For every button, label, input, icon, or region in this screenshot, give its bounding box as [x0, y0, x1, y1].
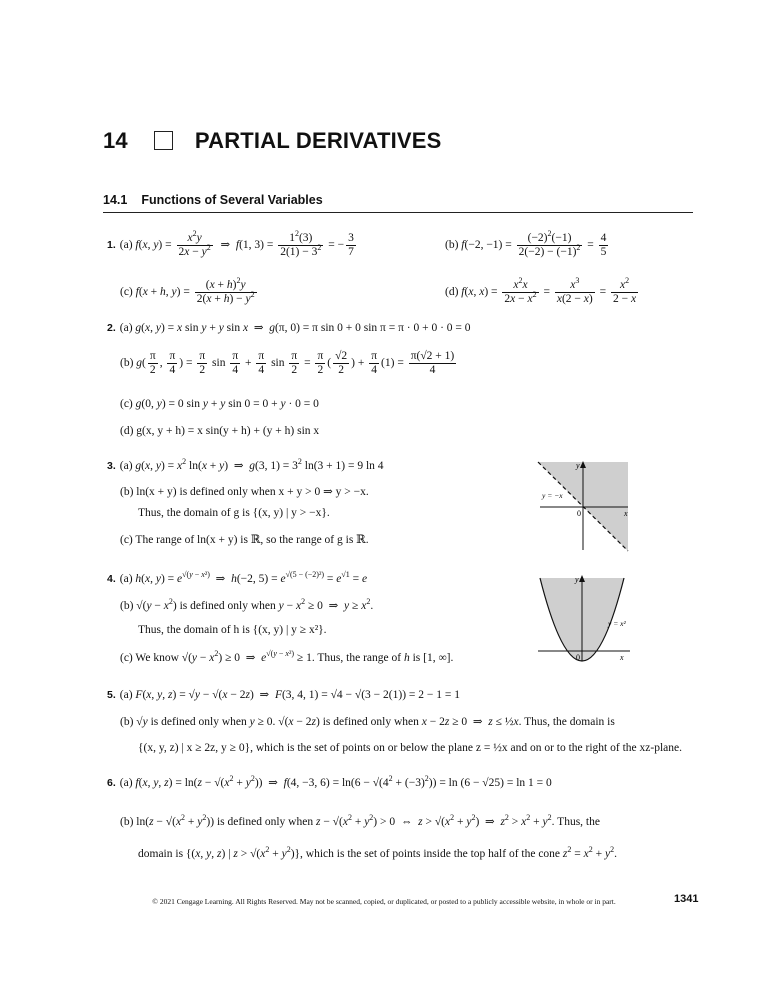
- chapter-box-icon: [154, 131, 173, 150]
- graph4-origin: 0: [576, 653, 580, 662]
- chapter-heading: [103, 128, 442, 154]
- problem-4a: 4. (a) h(x, $y) = e^{√(y - x^2)}$ ⇒ h(−2, $5) = e^{√(5 - (-2)^2)} = e^{√1} = e$: [107, 570, 368, 585]
- graph3-x-label: x: [624, 509, 628, 518]
- section-number: 14.1: [103, 193, 128, 207]
- problem-6a: 6. (a) f(x, y, $z) = \ln(z - √(x^2 + y^2))$ ⇒ f(4, −3, $6) = \ln(6 - √(4^2 + (-3)^2)) = \ln (6 - √25) = \ln 1 = 0$: [107, 774, 552, 789]
- problem-6b: (b) $\ln(z - √(x^2 + y^2))$ is defined only when $z - √(x^2 + y^2) > 0$ ⇔ $z > √(x^2 + y^2)$ ⇒ $z^2 > x^2 + y^2$. Thus, the: [120, 813, 600, 828]
- problem-4b: (b) $√(y - x^2)$ is defined only when $y - x^2 \ge 0$ ⇒ $y \ge x^2$.: [120, 597, 374, 612]
- graph4-curve-label: y = x²: [608, 619, 626, 628]
- graph4-y-label: y: [575, 575, 579, 584]
- problem-3b: (b) ln(x + y) is defined only when x + y > 0 ⇒ y > −x.: [120, 486, 369, 498]
- section-title: Functions of Several Variables: [141, 193, 323, 207]
- copyright-notice: © 2021 Cengage Learning. All Rights Reserved. May not be scanned, copied, or duplicated, or posted to a publicly accessible website, in whole or in part.: [152, 897, 616, 906]
- graph3-y-label: y: [576, 461, 580, 470]
- chapter-number: 14: [103, 128, 128, 153]
- problem-2d: (d) g(x, y + h) = x sin(y + h) + (y + h) sin x: [120, 425, 320, 437]
- problem-5b-domain: {(x, y, z) | x ≥ 2z, y ≥ 0}, which is the set of points on or below the plane z = ½x and on or to the right of the xz-plane.: [138, 742, 682, 754]
- chapter-title: PARTIAL DERIVATIVES: [194, 128, 442, 153]
- problem-6b-domain: domain is {(x, y, z) | $z > √(x^2 + y^2)$}, which is the set of points inside the top half of the cone $z^2 = x^2 + y^2$.: [138, 845, 617, 860]
- problem-4b-domain: Thus, the domain of h is {(x, y) | y ≥ x²}.: [138, 624, 327, 636]
- graph3-origin: 0: [577, 509, 581, 518]
- problem-1c: (c) f(x + h, y) = $\frac{(x + h)^2y}{2(x + h) - y^2}$: [120, 276, 255, 305]
- graph4-x-label: x: [620, 653, 624, 662]
- problem-4c: (c) We know $√(y - x^2) \ge 0$ ⇒ $e^{√(y - x^2)} \ge 1$. Thus, the range of h is [1, ∞].: [120, 649, 454, 664]
- problem-3a: 3. (a) g(x, $y) = x^2$ ln(x + y) ⇒ g(3, $1) = 3^2$ ln(3 + 1) = 9 ln 4: [107, 457, 384, 472]
- graph-domain-y-ge-x-squared: [532, 572, 638, 662]
- problem-3b-domain: Thus, the domain of g is {(x, y) | y > −x}.: [138, 507, 330, 519]
- graph-domain-y-gt-neg-x: [528, 458, 634, 558]
- problem-2a: 2. (a) g(x, y) = x sin y + y sin x ⇒ g(π, 0) = π sin 0 + 0 sin π = π · 0 + 0 · 0 = 0: [107, 322, 471, 334]
- section-heading: [103, 193, 323, 207]
- problem-1a: 1. (a) f(x, y) = $\frac{x^2y}{2x - y^2}$ ⇒ f(1, 3) = $\frac{1^2(3)}{2(1) - 3^2}$ = − $\frac{3}{7}$: [107, 229, 354, 258]
- problem-1d: (d) f(x, x) = $\frac{x^2x}{2x - x^2}$ = $\frac{x^3}{x(2 - x)}$ = $\frac{x^2}{2 - x}$: [445, 276, 637, 305]
- problem-2b: (b) g( $\frac{\pi}{2}$ , $\frac{\pi}{4}$ ) = $\frac{\pi}{2}$ sin $\frac{\pi}{4}$ + $\frac{\pi}{4}$ sin $\frac{\pi}{2}$ = $\frac{\pi}{2}$ ( $\frac{√2}{2}$ ) + $\frac{\pi}{4}$ (1) = $\frac{\pi(√2 + 1)}{4}$: [120, 350, 455, 376]
- problem-1b: (b) f(−2, −1) = $\frac{(-2)^2(-1)}{2(-2) - (-1)^2}$ = $\frac{4}{5}$: [445, 229, 607, 258]
- section-rule: [103, 212, 693, 213]
- problem-2c: (c) g(0, y) = 0 sin y + y sin 0 = 0 + y · 0 = 0: [120, 398, 319, 410]
- page-number: 1341: [674, 893, 699, 905]
- problem-5b: (b) √y is defined only when y ≥ 0. √(x − 2z) is defined only when x − 2z ≥ 0 ⇒ z ≤ ½x. Thus, the domain is: [120, 716, 615, 728]
- problem-3c: (c) The range of ln(x + y) is ℝ, so the range of g is ℝ.: [120, 534, 369, 546]
- problem-5a: 5. (a) F(x, y, z) = √y − √(x − 2z) ⇒ F(3, 4, 1) = √4 − √(3 − 2(1)) = 2 − 1 = 1: [107, 689, 460, 701]
- graph3-line-label: y = −x: [542, 491, 563, 500]
